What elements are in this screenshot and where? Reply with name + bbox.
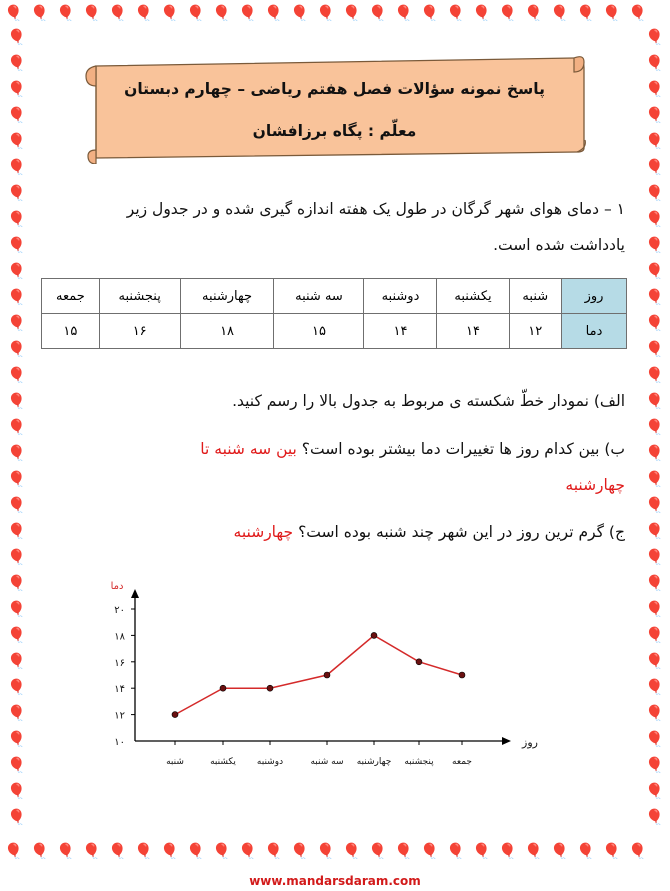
balloon-icon: 🎈 [316,4,335,22]
part-b-answer-1: بین سه شنبه تا [200,440,297,458]
balloon-icon: 🎈 [186,842,205,860]
temperature-series-line [175,635,462,714]
y-tick-label: ۱۸ [114,631,125,643]
x-axis-label: روز [522,736,538,749]
balloon-icon: 🎈 [394,842,413,860]
x-tick-label: چهارشنبه [356,757,392,767]
balloon-icon: 🎈 [7,366,26,384]
y-tick-label: ۱۶ [114,657,125,669]
table-cell-day: یکشنبه [437,279,509,314]
balloon-icon: 🎈 [7,54,26,72]
balloon-icon: 🎈 [645,782,664,800]
scroll-shape [82,52,587,164]
balloon-icon: 🎈 [645,626,664,644]
balloon-icon: 🎈 [7,236,26,254]
temperature-line-chart [90,563,550,778]
balloon-icon: 🎈 [238,842,257,860]
x-tick-label: یکشنبه [210,757,236,767]
balloon-icon: 🎈 [645,366,664,384]
balloon-icon: 🎈 [524,842,543,860]
balloon-icon: 🎈 [524,4,543,22]
balloon-icon: 🎈 [645,600,664,618]
balloon-icon: 🎈 [602,4,621,22]
y-tick-label: ۱۰ [114,737,125,748]
balloon-icon: 🎈 [7,678,26,696]
table-cell-temp: ۱۵ [42,314,100,349]
balloon-icon: 🎈 [645,314,664,332]
balloon-icon: 🎈 [645,652,664,670]
table-cell-temp: ۱۲ [509,314,561,349]
data-point [459,672,465,678]
balloon-icon: 🎈 [645,392,664,410]
balloon-icon: 🎈 [498,4,517,22]
table-cell-temp: ۱۵ [274,314,364,349]
balloon-icon: 🎈 [7,132,26,150]
balloon-icon: 🎈 [7,600,26,618]
balloon-icon: 🎈 [4,842,23,860]
balloon-icon: 🎈 [645,496,664,514]
y-axis-arrow [131,589,139,598]
data-point [324,672,330,678]
balloon-icon: 🎈 [264,842,283,860]
x-axis-arrow [502,737,511,745]
balloon-icon: 🎈 [7,262,26,280]
balloon-icon: 🎈 [108,842,127,860]
balloon-icon: 🎈 [7,288,26,306]
balloon-icon: 🎈 [30,842,49,860]
balloon-icon: 🎈 [645,470,664,488]
balloon-icon: 🎈 [212,842,231,860]
balloon-icon: 🎈 [420,842,439,860]
balloon-icon: 🎈 [645,548,664,566]
balloon-icon: 🎈 [7,626,26,644]
balloon-icon: 🎈 [82,4,101,22]
balloon-icon: 🎈 [342,4,361,22]
table-cell-day: سه شنبه [274,279,364,314]
balloon-icon: 🎈 [108,4,127,22]
part-c-line [25,523,625,541]
balloon-icon: 🎈 [645,444,664,462]
balloon-icon: 🎈 [645,574,664,592]
balloon-icon: 🎈 [134,842,153,860]
balloon-icon: 🎈 [645,80,664,98]
decorative-border-top [0,0,670,28]
balloon-icon: 🎈 [7,782,26,800]
balloon-icon: 🎈 [7,444,26,462]
balloon-icon: 🎈 [645,340,664,358]
part-a-question: الف) نمودار خطّ شکسته ی مربوط به جدول بالا را رسم کنید. [232,392,625,410]
table-cell-day: شنبه [509,279,561,314]
worksheet-title: پاسخ نمونه سؤالات فصل هفتم ریاضی – چهارم دبستان [124,80,545,98]
balloon-icon: 🎈 [82,842,101,860]
balloon-icon: 🎈 [645,678,664,696]
balloon-icon: 🎈 [602,842,621,860]
table-cell-temp: ۱۴ [364,314,437,349]
balloon-icon: 🎈 [7,808,26,826]
balloon-icon: 🎈 [645,522,664,540]
balloon-icon: 🎈 [446,4,465,22]
y-axis-label: دما [110,581,124,592]
x-tick-label: دوشنبه [256,757,284,767]
y-tick-label: ۲۰ [114,605,125,616]
table-row-days [42,279,627,314]
balloon-icon: 🎈 [7,210,26,228]
part-b-question: ب) بین کدام روز ها تغییرات دما بیشتر بوده است؟ [301,440,625,458]
balloon-icon: 🎈 [628,4,647,22]
part-c-question: ج) گرم ترین روز در این شهر چند شنبه بوده است؟ [298,523,625,541]
part-b-answer-2: چهارشنبه [565,476,625,494]
temperature-table [41,278,627,349]
data-point [371,632,377,638]
balloon-icon: 🎈 [550,842,569,860]
balloon-icon: 🎈 [645,704,664,722]
balloon-icon: 🎈 [56,4,75,22]
balloon-icon: 🎈 [645,262,664,280]
data-point [416,659,422,665]
balloon-icon: 🎈 [645,132,664,150]
footer-website: www.mandarsdaram.com [249,874,421,888]
balloon-icon: 🎈 [645,288,664,306]
balloon-icon: 🎈 [645,236,664,254]
balloon-icon: 🎈 [645,210,664,228]
balloon-icon: 🎈 [368,842,387,860]
data-point [267,685,273,691]
balloon-icon: 🎈 [645,28,664,46]
part-c-answer: چهارشنبه [233,523,294,541]
balloon-icon: 🎈 [7,106,26,124]
balloon-icon: 🎈 [134,4,153,22]
balloon-icon: 🎈 [7,184,26,202]
balloon-icon: 🎈 [30,4,49,22]
balloon-icon: 🎈 [7,496,26,514]
balloon-icon: 🎈 [7,314,26,332]
balloon-icon: 🎈 [420,4,439,22]
balloon-icon: 🎈 [7,548,26,566]
balloon-icon: 🎈 [628,842,647,860]
balloon-icon: 🎈 [645,808,664,826]
y-tick-label: ۱۴ [114,684,125,696]
balloon-icon: 🎈 [7,522,26,540]
table-cell-day: پنجشنبه [99,279,180,314]
balloon-icon: 🎈 [264,4,283,22]
balloon-icon: 🎈 [576,4,595,22]
balloon-icon: 🎈 [7,80,26,98]
balloon-icon: 🎈 [7,392,26,410]
balloon-icon: 🎈 [7,574,26,592]
balloon-icon: 🎈 [7,652,26,670]
balloon-icon: 🎈 [645,756,664,774]
decorative-border-bottom [0,838,670,866]
decorative-border-left [0,28,30,838]
balloon-icon: 🎈 [186,4,205,22]
balloon-icon: 🎈 [550,4,569,22]
balloon-icon: 🎈 [498,842,517,860]
x-tick-label: سه شنبه [310,757,344,767]
balloon-icon: 🎈 [7,730,26,748]
y-tick-label: ۱۲ [114,710,125,722]
balloon-icon: 🎈 [238,4,257,22]
balloon-icon: 🎈 [645,54,664,72]
table-cell-day: دوشنبه [364,279,437,314]
data-point [172,712,178,718]
table-row-temps [42,314,627,349]
table-header-day: روز [562,279,627,314]
title-scroll-banner [82,52,587,164]
balloon-icon: 🎈 [645,418,664,436]
balloon-icon: 🎈 [645,730,664,748]
balloon-icon: 🎈 [212,4,231,22]
balloon-icon: 🎈 [316,842,335,860]
table-cell-day: جمعه [42,279,100,314]
table-cell-temp: ۱۴ [437,314,509,349]
balloon-icon: 🎈 [160,4,179,22]
balloon-icon: 🎈 [394,4,413,22]
x-tick-label: جمعه [452,757,472,767]
balloon-icon: 🎈 [56,842,75,860]
teacher-name: معلّم : پگاه برزافشان [252,122,417,140]
balloon-icon: 🎈 [160,842,179,860]
x-tick-label: پنجشنبه [404,757,434,767]
question-1-line-1: ۱ – دمای هوای شهر گرگان در طول یک هفته اندازه گیری شده و در جدول زیر [126,200,625,218]
balloon-icon: 🎈 [645,184,664,202]
balloon-icon: 🎈 [7,470,26,488]
balloon-icon: 🎈 [7,756,26,774]
balloon-icon: 🎈 [472,842,491,860]
balloon-icon: 🎈 [576,842,595,860]
balloon-icon: 🎈 [7,158,26,176]
balloon-icon: 🎈 [645,158,664,176]
x-tick-label: شنبه [166,757,184,767]
balloon-icon: 🎈 [7,704,26,722]
balloon-icon: 🎈 [4,4,23,22]
decorative-border-right [638,28,670,838]
question-1-line-2: یادداشت شده است. [493,236,625,254]
balloon-icon: 🎈 [645,106,664,124]
part-b-line-1 [25,440,625,458]
balloon-icon: 🎈 [7,418,26,436]
balloon-icon: 🎈 [368,4,387,22]
balloon-icon: 🎈 [290,4,309,22]
balloon-icon: 🎈 [472,4,491,22]
data-point [220,685,226,691]
table-cell-temp: ۱۶ [99,314,180,349]
table-header-temp: دما [562,314,627,349]
balloon-icon: 🎈 [290,842,309,860]
balloon-icon: 🎈 [342,842,361,860]
balloon-icon: 🎈 [446,842,465,860]
table-cell-temp: ۱۸ [180,314,274,349]
table-cell-day: چهارشنبه [180,279,274,314]
balloon-icon: 🎈 [7,28,26,46]
balloon-icon: 🎈 [7,340,26,358]
